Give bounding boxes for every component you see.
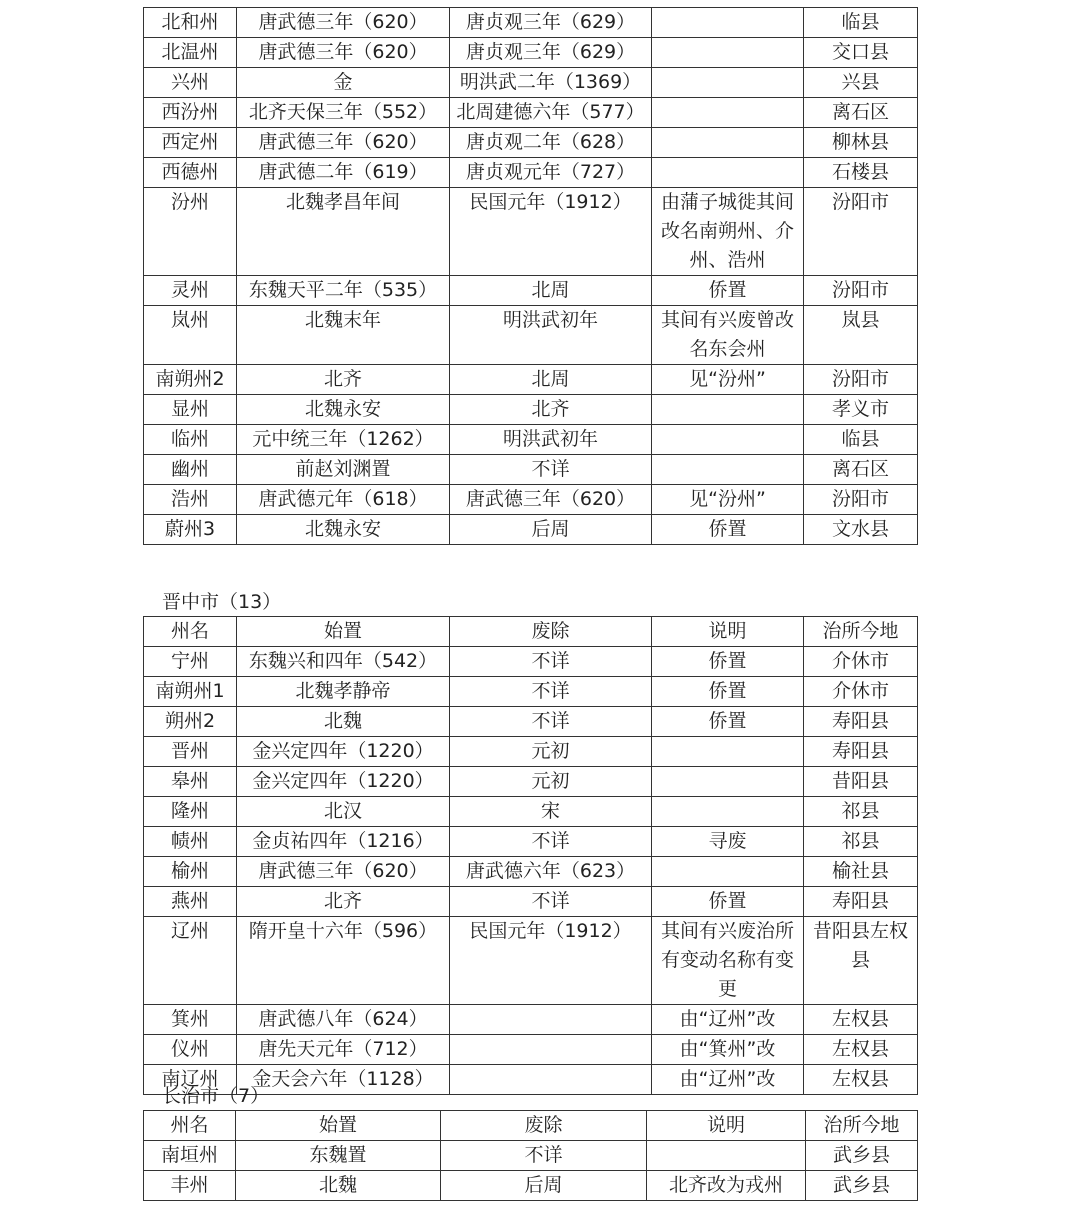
cell-seat: 武乡县 <box>806 1141 918 1171</box>
cell-seat: 柳林县 <box>804 128 918 158</box>
cell-abolished: 明洪武二年（1369） <box>450 68 652 98</box>
cell-start: 金兴定四年（1220） <box>237 767 450 797</box>
cell-name: 临州 <box>144 425 237 455</box>
table-row <box>144 395 918 425</box>
cell-abolished: 唐贞观三年（629） <box>450 38 652 68</box>
cell-start: 唐武德元年（618） <box>237 485 450 515</box>
table-row <box>144 827 918 857</box>
cell-note: 北齐改为戎州 <box>647 1171 806 1201</box>
cell-note <box>652 8 804 38</box>
cell-name: 北和州 <box>144 8 237 38</box>
cell-name: 榆州 <box>144 857 237 887</box>
cell-seat: 文水县 <box>804 515 918 545</box>
table-row <box>144 8 918 38</box>
cell-note: 由“辽州”改 <box>652 1065 804 1095</box>
cell-seat: 汾阳市 <box>804 485 918 515</box>
header-abolished: 废除 <box>441 1111 647 1141</box>
cell-name: 南朔州2 <box>144 365 237 395</box>
cell-note <box>652 395 804 425</box>
cell-abolished: 北齐 <box>450 395 652 425</box>
cell-note <box>652 38 804 68</box>
table-row <box>144 767 918 797</box>
cell-name: 汾州 <box>144 188 237 276</box>
header-start: 始置 <box>236 1111 441 1141</box>
cell-name: 宁州 <box>144 647 237 677</box>
cell-abolished: 唐贞观二年（628） <box>450 128 652 158</box>
cell-note: 由“辽州”改 <box>652 1005 804 1035</box>
cell-name: 帻州 <box>144 827 237 857</box>
cell-seat: 榆社县 <box>804 857 918 887</box>
cell-note: 其间有兴废曾改名东会州 <box>652 306 804 365</box>
cell-note <box>652 737 804 767</box>
cell-seat: 介休市 <box>804 647 918 677</box>
cell-seat: 离石区 <box>804 98 918 128</box>
cell-start: 唐武德三年（620） <box>237 857 450 887</box>
cell-name: 箕州 <box>144 1005 237 1035</box>
cell-seat: 左权县 <box>804 1065 918 1095</box>
cell-note: 侨置 <box>652 887 804 917</box>
cell-start: 唐武德三年（620） <box>237 128 450 158</box>
cell-abolished: 唐贞观元年（727） <box>450 158 652 188</box>
cell-name: 兴州 <box>144 68 237 98</box>
cell-name: 隆州 <box>144 797 237 827</box>
table-row <box>144 188 918 276</box>
cell-abolished <box>450 1005 652 1035</box>
cell-name: 北温州 <box>144 38 237 68</box>
cell-seat: 汾阳市 <box>804 365 918 395</box>
header-seat: 治所今地 <box>806 1111 918 1141</box>
table-row <box>144 917 918 1005</box>
cell-seat: 临县 <box>804 425 918 455</box>
cell-name: 南辽州 <box>144 1065 237 1095</box>
cell-start: 前赵刘渊置 <box>237 455 450 485</box>
cell-name: 晋州 <box>144 737 237 767</box>
cell-abolished: 不详 <box>450 677 652 707</box>
cell-start: 金贞祐四年（1216） <box>237 827 450 857</box>
cell-seat: 寿阳县 <box>804 887 918 917</box>
table-row <box>144 365 918 395</box>
cell-seat: 交口县 <box>804 38 918 68</box>
table-row <box>144 485 918 515</box>
cell-note <box>652 68 804 98</box>
cell-seat: 昔阳县 <box>804 767 918 797</box>
table-row <box>144 306 918 365</box>
table-header-row <box>144 1111 918 1141</box>
header-seat: 治所今地 <box>804 617 918 647</box>
cell-name: 南朔州1 <box>144 677 237 707</box>
header-name: 州名 <box>144 1111 236 1141</box>
header-abolished: 废除 <box>450 617 652 647</box>
table-header-row <box>144 617 918 647</box>
cell-start: 北齐 <box>237 887 450 917</box>
cell-note: 由“箕州”改 <box>652 1035 804 1065</box>
cell-abolished: 元初 <box>450 767 652 797</box>
cell-abolished: 北周 <box>450 276 652 306</box>
cell-seat: 离石区 <box>804 455 918 485</box>
table-row <box>144 647 918 677</box>
cell-note <box>652 857 804 887</box>
cell-name: 燕州 <box>144 887 237 917</box>
cell-note <box>652 797 804 827</box>
table-body <box>144 8 918 545</box>
cell-start: 北魏孝昌年间 <box>237 188 450 276</box>
cell-start: 北齐天保三年（552） <box>237 98 450 128</box>
table-row <box>144 425 918 455</box>
cell-abolished: 唐武德六年（623） <box>450 857 652 887</box>
table-jinzhong <box>143 616 918 1095</box>
cell-abolished: 民国元年（1912） <box>450 917 652 1005</box>
cell-start: 元中统三年（1262） <box>237 425 450 455</box>
cell-abolished: 后周 <box>450 515 652 545</box>
cell-seat: 左权县 <box>804 1005 918 1035</box>
cell-name: 西德州 <box>144 158 237 188</box>
cell-start: 北魏 <box>237 707 450 737</box>
table-row <box>144 797 918 827</box>
table-row <box>144 68 918 98</box>
header-name: 州名 <box>144 617 237 647</box>
cell-start: 金天会六年（1128） <box>237 1065 450 1095</box>
cell-note: 侨置 <box>652 647 804 677</box>
cell-seat: 孝义市 <box>804 395 918 425</box>
header-note: 说明 <box>647 1111 806 1141</box>
cell-start: 金 <box>237 68 450 98</box>
cell-abolished: 民国元年（1912） <box>450 188 652 276</box>
cell-note: 见“汾州” <box>652 485 804 515</box>
table-body <box>144 1111 918 1201</box>
cell-note: 侨置 <box>652 276 804 306</box>
cell-abolished: 后周 <box>441 1171 647 1201</box>
cell-start: 北齐 <box>237 365 450 395</box>
cell-note: 侨置 <box>652 515 804 545</box>
header-start: 始置 <box>237 617 450 647</box>
section-title-changzhi: 长治市（7） <box>162 1085 270 1107</box>
table-row <box>144 515 918 545</box>
table-row <box>144 737 918 767</box>
cell-abolished: 不详 <box>441 1141 647 1171</box>
table-row <box>144 455 918 485</box>
cell-note <box>652 128 804 158</box>
cell-seat: 介休市 <box>804 677 918 707</box>
cell-name: 仪州 <box>144 1035 237 1065</box>
cell-abolished: 北周 <box>450 365 652 395</box>
cell-seat: 寿阳县 <box>804 737 918 767</box>
cell-name: 朔州2 <box>144 707 237 737</box>
cell-note: 寻废 <box>652 827 804 857</box>
cell-name: 南垣州 <box>144 1141 236 1171</box>
cell-seat: 左权县 <box>804 1035 918 1065</box>
cell-name: 显州 <box>144 395 237 425</box>
table-row <box>144 1005 918 1035</box>
table-row <box>144 158 918 188</box>
cell-start: 唐武德二年（619） <box>237 158 450 188</box>
cell-start: 北汉 <box>237 797 450 827</box>
cell-abolished: 明洪武初年 <box>450 425 652 455</box>
cell-seat: 武乡县 <box>806 1171 918 1201</box>
cell-note <box>652 455 804 485</box>
cell-abolished <box>450 1065 652 1095</box>
cell-start: 唐武德三年（620） <box>237 8 450 38</box>
cell-name: 辽州 <box>144 917 237 1005</box>
cell-note: 其间有兴废治所有变动名称有变更 <box>652 917 804 1005</box>
cell-abolished: 不详 <box>450 707 652 737</box>
table-body <box>144 617 918 1095</box>
cell-seat: 汾阳市 <box>804 188 918 276</box>
cell-note <box>652 767 804 797</box>
cell-note: 见“汾州” <box>652 365 804 395</box>
header-note: 说明 <box>652 617 804 647</box>
table-luliang <box>143 7 918 545</box>
cell-abolished: 元初 <box>450 737 652 767</box>
cell-abolished: 不详 <box>450 827 652 857</box>
cell-note: 侨置 <box>652 677 804 707</box>
cell-name: 灵州 <box>144 276 237 306</box>
cell-start: 东魏天平二年（535） <box>237 276 450 306</box>
cell-start: 东魏置 <box>236 1141 441 1171</box>
cell-start: 北魏孝静帝 <box>237 677 450 707</box>
cell-note <box>647 1141 806 1171</box>
cell-abolished: 不详 <box>450 887 652 917</box>
cell-start: 北魏永安 <box>237 395 450 425</box>
cell-seat: 昔阳县左权县 <box>804 917 918 1005</box>
cell-note <box>652 425 804 455</box>
cell-name: 浩州 <box>144 485 237 515</box>
cell-name: 西定州 <box>144 128 237 158</box>
table-row <box>144 1035 918 1065</box>
table-row <box>144 276 918 306</box>
cell-abolished: 宋 <box>450 797 652 827</box>
table-row <box>144 887 918 917</box>
cell-start: 唐武德八年（624） <box>237 1005 450 1035</box>
cell-seat: 岚县 <box>804 306 918 365</box>
cell-seat: 祁县 <box>804 827 918 857</box>
table-row <box>144 1141 918 1171</box>
cell-start: 北魏末年 <box>237 306 450 365</box>
table-row <box>144 128 918 158</box>
table-changzhi <box>143 1110 918 1201</box>
cell-start: 北魏永安 <box>237 515 450 545</box>
table-row <box>144 38 918 68</box>
cell-start: 金兴定四年（1220） <box>237 737 450 767</box>
cell-abolished: 北周建德六年（577） <box>450 98 652 128</box>
cell-seat: 石楼县 <box>804 158 918 188</box>
cell-name: 皋州 <box>144 767 237 797</box>
table-row <box>144 707 918 737</box>
cell-note: 侨置 <box>652 707 804 737</box>
cell-name: 幽州 <box>144 455 237 485</box>
cell-name: 蔚州3 <box>144 515 237 545</box>
table-row <box>144 857 918 887</box>
cell-abolished: 唐武德三年（620） <box>450 485 652 515</box>
cell-seat: 祁县 <box>804 797 918 827</box>
cell-abolished: 明洪武初年 <box>450 306 652 365</box>
cell-start: 东魏兴和四年（542） <box>237 647 450 677</box>
cell-start: 北魏 <box>236 1171 441 1201</box>
cell-abolished: 唐贞观三年（629） <box>450 8 652 38</box>
cell-name: 西汾州 <box>144 98 237 128</box>
cell-seat: 汾阳市 <box>804 276 918 306</box>
table-row <box>144 1171 918 1201</box>
cell-note <box>652 158 804 188</box>
section-title-jinzhong: 晋中市（13） <box>162 591 282 613</box>
cell-start: 唐先天元年（712） <box>237 1035 450 1065</box>
table-row <box>144 98 918 128</box>
cell-abolished: 不详 <box>450 455 652 485</box>
cell-start: 唐武德三年（620） <box>237 38 450 68</box>
cell-seat: 临县 <box>804 8 918 38</box>
cell-name: 丰州 <box>144 1171 236 1201</box>
cell-note <box>652 98 804 128</box>
cell-abolished: 不详 <box>450 647 652 677</box>
cell-seat: 寿阳县 <box>804 707 918 737</box>
cell-seat: 兴县 <box>804 68 918 98</box>
cell-abolished <box>450 1035 652 1065</box>
cell-note: 由蒲子城徙其间改名南朔州、介州、浩州 <box>652 188 804 276</box>
cell-start: 隋开皇十六年（596） <box>237 917 450 1005</box>
cell-name: 岚州 <box>144 306 237 365</box>
table-row <box>144 677 918 707</box>
